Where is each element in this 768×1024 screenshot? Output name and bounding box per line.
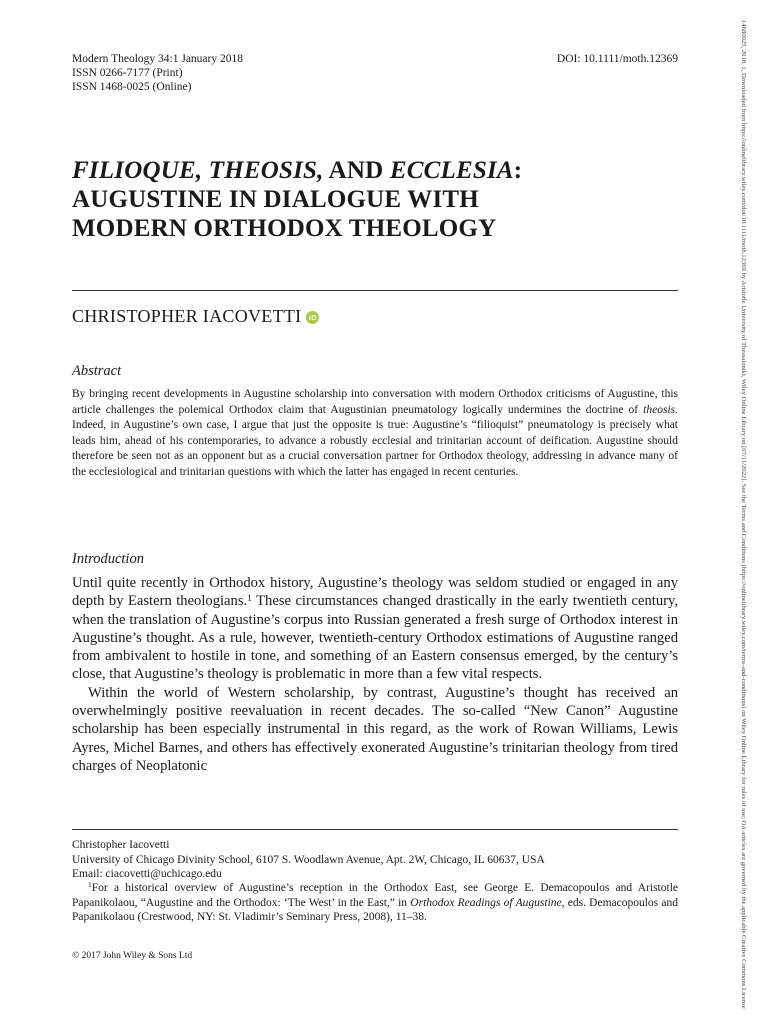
affiliation-email[interactable]: Email: ciacovetti@uchicago.edu <box>72 868 222 880</box>
title-colon: : <box>513 157 523 184</box>
article-title <box>72 156 682 243</box>
download-notice: 14680025, 2018, 1, Downloaded from https://onlinelibrary.wiley.com/doi/10.1111/moth.12369 by Aristotle University of Thessaloniki, Wiley Online Library on [07/11/2022]. See the Terms and Conditions (https://onlinelibrary.wiley.com/terms-and-conditions) on Wiley Online Library for rules of use; OA articles are governed by the applicable Creative Commons License <box>740 20 747 1009</box>
title-italic-1: FILIOQUE, THEOSIS, <box>72 157 324 184</box>
doi[interactable]: DOI: 10.1111/moth.12369 <box>556 53 678 65</box>
footnote-ref-1[interactable]: 1 <box>247 593 252 604</box>
title-line-1 <box>72 156 682 185</box>
title-line-3: MODERN ORTHODOX THEOLOGY <box>72 215 497 242</box>
doi-header <box>557 52 678 66</box>
author-affiliation <box>72 838 678 882</box>
title-divider <box>72 290 678 291</box>
download-sidebar <box>738 20 752 1010</box>
footnote-number: 1 <box>88 880 92 890</box>
title-line-2: AUGUSTINE IN DIALOGUE WITH <box>72 186 479 213</box>
author-name: CHRISTOPHER IACOVETTI <box>72 306 302 326</box>
issn-print: ISSN 0266-7177 (Print) <box>72 67 183 79</box>
abstract-heading: Abstract <box>72 363 122 379</box>
author-byline <box>72 305 319 327</box>
footnote-divider <box>72 829 678 830</box>
orcid-icon[interactable]: iD <box>306 311 319 324</box>
issn-online: ISSN 1468-0025 (Online) <box>72 81 192 93</box>
journal-issue: Modern Theology 34:1 January 2018 <box>72 53 243 65</box>
affiliation-address: University of Chicago Divinity School, 6107 S. Woodlawn Avenue, Apt. 2W, Chicago, IL 60637, USA <box>72 853 545 866</box>
introduction-heading: Introduction <box>72 551 144 567</box>
footnote-1: $^1$For a historical overview of Augustine’s reception in the Orthodox East, see George E. Demacopoulos and Aristotle Papanikolaou, “Augustine and the Orthodox: ‘The West’ in the East,” in Orthodox Readings of Augustine, eds. Demacopoulos and Papanikolaou (Crestwood, NY: St. Vladimir’s Seminary Press, 2008), 11–38. <box>72 880 679 923</box>
journal-header <box>72 52 243 94</box>
title-and: AND <box>323 157 390 184</box>
abstract-text: By bringing recent developments in Augustine scholarship into conversation with modern Orthodox criticisms of Augustine, this article challenges the polemical Orthodox claim that Augustinian pneumatology logically undermines the doctrine of theosis. Indeed, in Augustine’s own case, I argue that just the opposite is true: Augustine’s “filioquist” pneumatology is precisely what leads him, ahead of his contemporaries, to advance a robustly ecclesial and trinitarian account of deification. Augustine should therefore be seen not as an opponent but as a crucial conversation partner for Orthodox theology, addressing in advance many of the ecclesiological and trinitarian questions with which the latter has engaged in recent centuries. <box>72 388 678 478</box>
paragraph-1: Until quite recently in Orthodox history, Augustine’s theology was seldom studied or engaged in any depth by Eastern theologians.$^1$ These circumstances changed drastically in the early twentieth century, when the translation of Augustine’s corpus into Russian generated a fresh surge of Orthodox interest in Augustine’s thought. As a rule, however, twentieth-century Orthodox estimations of Augustine ranged from ambivalent to hostile in tone, and something of an Eastern consensus emerged, by the century’s close, that Augustine’s theology is problematic in more than a few vital respects. <box>72 575 678 683</box>
affiliation-name: Christopher Iacovetti <box>72 839 170 851</box>
introduction-body <box>72 574 678 775</box>
paragraph-2: Within the world of Western scholarship, by contrast, Augustine’s thought has received an overwhelmingly positive reevaluation in recent decades. The so-called “New Canon” Augustine scholarship has been especially instrumental in this regard, as the work of Rowan Williams, Lewis Ayres, Michel Barnes, and others has effectively exonerated Augustine’s trinitarian theology from tired charges of Neoplatonic <box>72 684 678 774</box>
title-italic-2: ECCLESIA <box>389 157 514 184</box>
copyright-notice: © 2017 John Wiley & Sons Ltd <box>72 951 193 961</box>
